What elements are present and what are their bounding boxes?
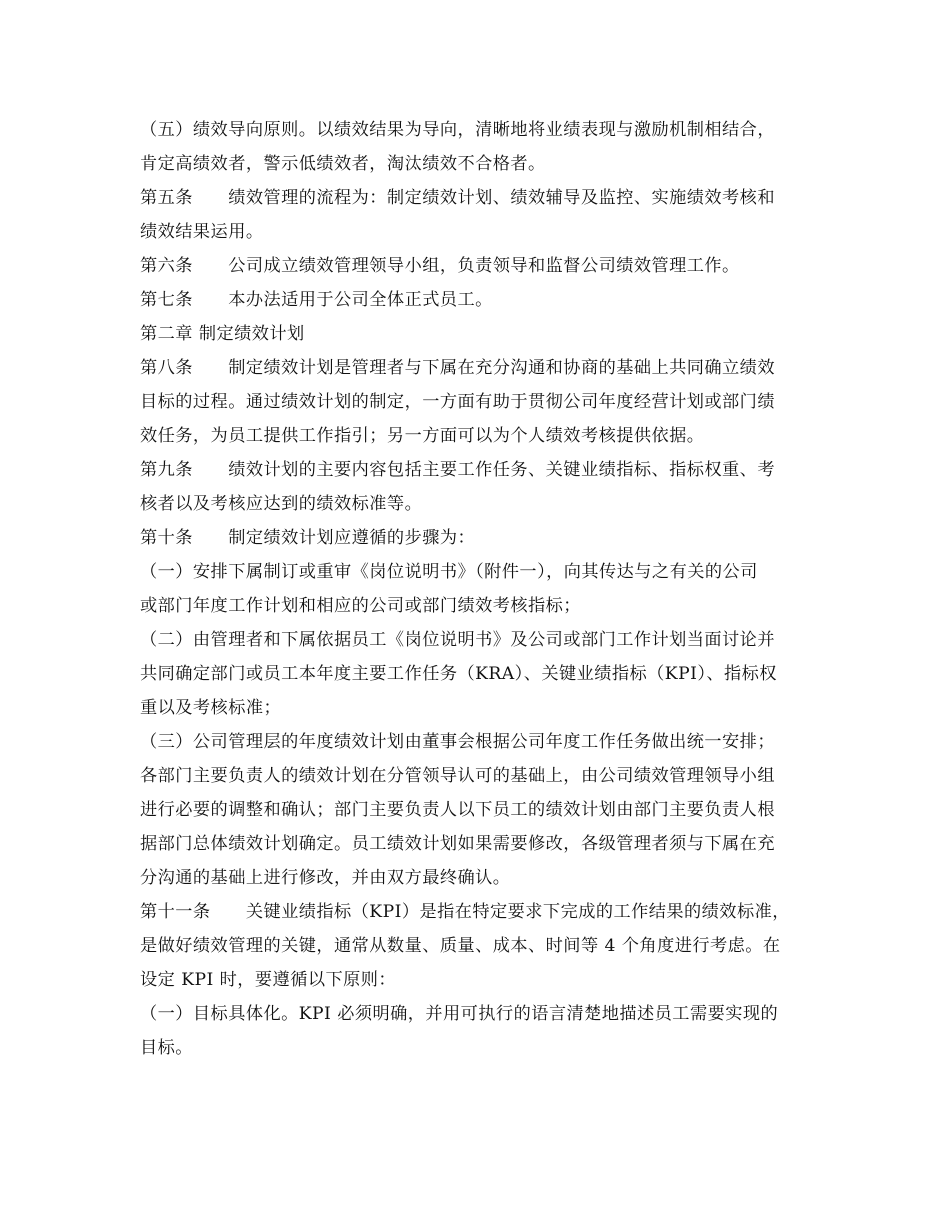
text-line: 目标的过程。通过绩效计划的制定，一方面有助于贯彻公司年度经营计划或部门绩 xyxy=(140,392,775,412)
chapter-heading: 第二章 制定绩效计划 xyxy=(140,324,305,344)
text-line: 分沟通的基础上进行修改，并由双方最终确认。 xyxy=(140,868,511,888)
text-line: 是做好绩效管理的关键，通常从数量、质量、成本、时间等 4 个角度进行考虑。在 xyxy=(140,936,781,956)
text-line: （三）公司管理层的年度绩效计划由董事会根据公司年度工作任务做出统一安排； xyxy=(140,732,775,752)
text-line: （五）绩效导向原则。以绩效结果为导向，清晰地将业绩表现与激励机制相结合， xyxy=(140,120,775,140)
document-page xyxy=(140,113,812,1065)
text-line: 第九条 绩效计划的主要内容包括主要工作任务、关键业绩指标、指标权重、考 xyxy=(140,460,775,480)
text-line: 重以及考核标准； xyxy=(140,698,282,718)
text-line: （一）目标具体化。KPI 必须明确，并用可执行的语言清楚地描述员工需要实现的 xyxy=(140,1004,779,1024)
text-line: 或部门年度工作计划和相应的公司或部门绩效考核指标； xyxy=(140,596,581,616)
text-line: 第八条 制定绩效计划是管理者与下属在充分沟通和协商的基础上共同确立绩效 xyxy=(140,358,775,378)
text-line: （一）安排下属制订或重审《岗位说明书》（附件一），向其传达与之有关的公司 xyxy=(140,562,758,582)
text-line: 第十一条 关键业绩指标（KPI）是指在特定要求下完成的工作结果的绩效标准， xyxy=(140,902,790,922)
text-line: 进行必要的调整和确认；部门主要负责人以下员工的绩效计划由部门主要负责人根 xyxy=(140,800,775,820)
text-line: 第六条 公司成立绩效管理领导小组，负责领导和监督公司绩效管理工作。 xyxy=(140,256,740,276)
text-line: 绩效结果运用。 xyxy=(140,222,264,242)
text-line: （二）由管理者和下属依据员工《岗位说明书》及公司或部门工作计划当面讨论并 xyxy=(140,630,775,650)
text-line: 效任务，为员工提供工作指引；另一方面可以为个人绩效考核提供依据。 xyxy=(140,426,705,446)
text-line: 第七条 本办法适用于公司全体正式员工。 xyxy=(140,290,493,310)
text-line: 第五条 绩效管理的流程为：制定绩效计划、绩效辅导及监控、实施绩效考核和 xyxy=(140,188,775,208)
text-line: 肯定高绩效者，警示低绩效者，淘汰绩效不合格者。 xyxy=(140,154,546,174)
text-line: 据部门总体绩效计划确定。员工绩效计划如果需要修改，各级管理者须与下属在充 xyxy=(140,834,775,854)
text-line: 设定 KPI 时，要遵循以下原则： xyxy=(140,970,397,990)
text-line: 各部门主要负责人的绩效计划在分管领导认可的基础上，由公司绩效管理领导小组 xyxy=(140,766,775,786)
text-line: 目标。 xyxy=(140,1038,193,1058)
text-line: 核者以及考核应达到的绩效标准等。 xyxy=(140,494,423,514)
text-line: 共同确定部门或员工本年度主要工作任务（KRA）、关键业绩指标（KPI）、指标权 xyxy=(140,664,777,684)
text-line: 第十条 制定绩效计划应遵循的步骤为： xyxy=(140,528,476,548)
